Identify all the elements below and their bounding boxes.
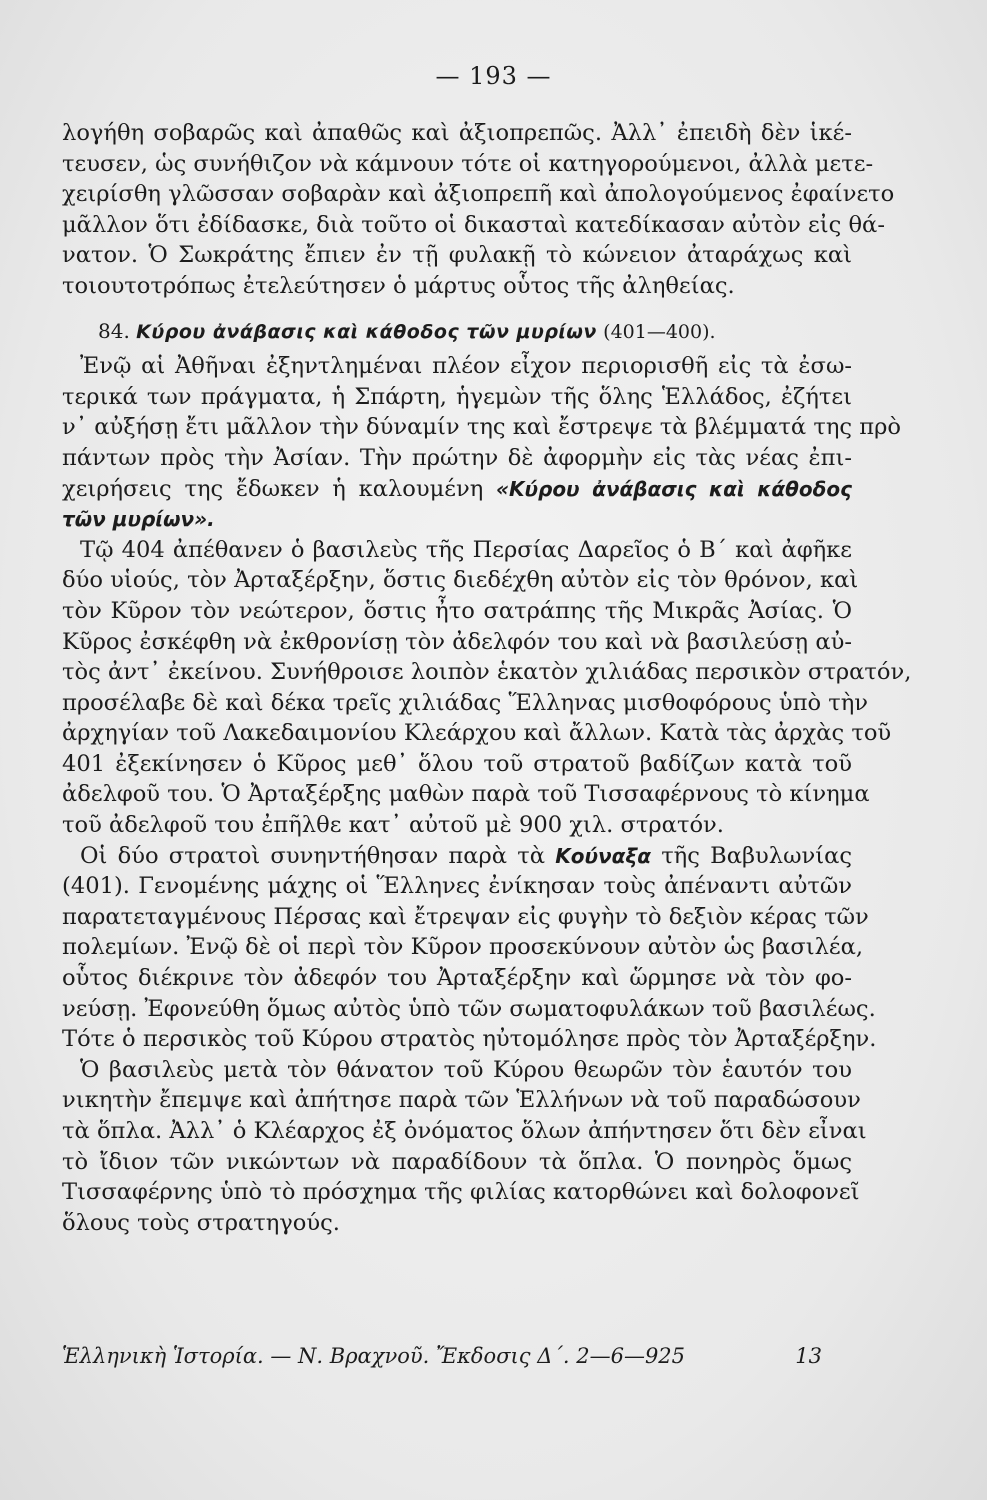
section-title: Κύρου ἀνάβασις καὶ κάθοδος τῶν μυρίων	[136, 320, 597, 343]
text-line: μᾶλλον ὅτι ἐδίδασκε, διὰ τοῦτο οἱ δικασταὶ κατεδίκασαν αὐτὸν εἰς θά-	[62, 211, 885, 238]
text-line: ν᾽ αὐξήσῃ ἔτι μᾶλλον τὴν δύναμίν της καὶ ἔστρεψε τὰ βλέμματά της πρὸ	[62, 414, 901, 441]
text-line: Ὁ βασιλεὺς μετὰ τὸν θάνατον τοῦ Κύρου θεωρῶν τὸν ἑαυτόν του	[80, 1056, 852, 1083]
emphasized-title: τῶν μυρίων».	[62, 507, 215, 532]
paragraph-clearchus	[62, 1055, 867, 1239]
section-years: (401—400).	[603, 320, 716, 343]
paragraph-sparta	[62, 351, 901, 535]
text-line: τὸ ἴδιον τῶν νικώντων νὰ παραδίδουν τὰ ὅπλα. Ὁ πονηρὸς ὅμως	[62, 1148, 852, 1175]
text-segment: χειρήσεις της ἔδωκεν ἡ καλουμένη	[62, 475, 484, 502]
footer-publication: Ἑλληνικὴ Ἱστορία. — Ν. Βραχνοῦ. Ἔκδοσις Δ΄. 2—6—925	[62, 1344, 686, 1368]
page-footer	[62, 1344, 822, 1368]
text-line: νικητὴν ἔπεμψε καὶ ἀπήτησε παρὰ τῶν Ἑλλήνων νὰ τοῦ παραδώσουν	[62, 1087, 861, 1114]
text-line: Τότε ὁ περσικὸς τοῦ Κύρου στρατὸς ηὐτομόλησε πρὸς τὸν Ἀρταξέρξην.	[62, 1026, 877, 1053]
text-line: δύο υἱούς, τὸν Ἀρταξέρξην, ὅστις διεδέχθη αὐτὸν εἰς τὸν θρόνον, καὶ	[62, 567, 859, 594]
text-line: ἀρχηγίαν τοῦ Λακεδαιμονίου Κλεάρχου καὶ ἄλλων. Κατὰ τὰς ἀρχὰς τοῦ	[62, 720, 892, 747]
text-line: παρατεταγμένους Πέρσας καὶ ἔτρεψαν εἰς φυγὴν τὸ δεξιὸν κέρας τῶν	[62, 903, 869, 930]
text-line: Τισσαφέρνης ὑπὸ τὸ πρόσχημα τῆς φιλίας κατορθώνει καὶ δολοφονεῖ	[62, 1179, 860, 1206]
text-line: Τῷ 404 ἀπέθανεν ὁ βασιλεὺς τῆς Περσίας Δαρεῖος ὁ Β΄ καὶ ἀφῆκε	[80, 536, 852, 563]
text-line: πολεμίων. Ἐνῷ δὲ οἱ περὶ τὸν Κῦρον προσεκύνουν αὐτὸν ὡς βασιλέα,	[62, 934, 864, 961]
paragraph-socrates-ending	[62, 118, 895, 302]
emphasized-place: Κούναξα	[555, 843, 651, 868]
text-line: Κῦρος ἐσκέφθη νὰ ἐκθρονίσῃ τὸν ἀδελφόν του καὶ νὰ βασιλεύσῃ αὐ-	[62, 628, 852, 655]
page-body	[62, 118, 912, 1238]
emphasized-title: «Κύρου ἀνάβασις καὶ κάθοδος	[496, 476, 852, 501]
paragraph-cunaxa	[62, 841, 877, 1055]
text-line: τὸν Κῦρον τὸν νεώτερον, ὅστις ἦτο σατράπης τῆς Μικρᾶς Ἀσίας. Ὁ	[62, 597, 852, 624]
text-line: πάντων πρὸς τὴν Ἀσίαν. Τὴν πρώτην δὲ ἀφορμὴν εἰς τὰς νέας ἐπι-	[62, 444, 852, 471]
text-line: χειρίσθη γλῶσσαν σοβαρὰν καὶ ἀξιοπρεπῆ καὶ ἀπολογούμενος ἐφαίνετο	[62, 181, 895, 208]
text-line: 401 ἐξεκίνησεν ὁ Κῦρος μεθ᾽ ὅλου τοῦ στρατοῦ βαδίζων κατὰ τοῦ	[62, 750, 852, 777]
text-line: ἀδελφοῦ του. Ὁ Ἀρταξέρξης μαθὼν παρὰ τοῦ Τισσαφέρνους τὸ κίνημα	[62, 781, 870, 808]
section-heading	[62, 316, 852, 348]
footer-signature: 13	[795, 1344, 822, 1368]
section-number: 84.	[98, 318, 130, 343]
text-line: τὸς ἀντ᾽ ἐκείνου. Συνήθροισε λοιπὸν ἑκατὸν χιλιάδας περσικὸν στρατόν,	[62, 659, 912, 686]
text-line	[62, 504, 852, 535]
text-line: νατον. Ὁ Σωκράτης ἔπιεν ἐν τῇ φυλακῇ τὸ κώνειον ἀταράχως καὶ	[62, 242, 852, 269]
text-line: οὗτος διέκρινε τὸν ἀδεφόν του Ἀρταξέρξην καὶ ὥρμησε νὰ τὸν φο-	[62, 965, 852, 992]
text-line: τὰ ὅπλα. Ἀλλ᾽ ὁ Κλέαρχος ἐξ ὀνόματος ὅλων ἀπήντησεν ὅτι δὲν εἶναι	[62, 1118, 867, 1144]
page-number: — 193 —	[435, 62, 552, 90]
text-line: τοῦ ἀδελφοῦ του ἐπῆλθε κατ᾽ αὐτοῦ μὲ 900 χιλ. στρατόν.	[62, 812, 724, 839]
text-line: νεύσῃ. Ἐφονεύθη ὅμως αὐτὸς ὑπὸ τῶν σωματοφυλάκων τοῦ βασιλέως.	[62, 995, 876, 1022]
text-line	[62, 474, 852, 505]
text-line: τερικά των πράγματα, ἡ Σπάρτη, ἡγεμὼν τῆς ὅλης Ἑλλάδος, ἐζήτει	[62, 383, 852, 410]
text-line: ὅλους τοὺς στρατηγούς.	[62, 1209, 340, 1236]
text-line: τοιουτοτρόπως ἐτελεύτησεν ὁ μάρτυς οὗτος τῆς ἀληθείας.	[62, 272, 735, 299]
text-line: (401). Γενομένης μάχης οἱ Ἕλληνες ἐνίκησαν τοὺς ἀπέναντι αὐτῶν	[62, 873, 852, 900]
text-line: προσέλαβε δὲ καὶ δέκα τρεῖς χιλιάδας Ἕλληνας μισθοφόρους ὑπὸ τὴν	[62, 689, 869, 716]
paragraph-darius	[62, 535, 912, 841]
text-segment: τῆς Βαβυλωνίας	[661, 842, 853, 869]
text-line	[62, 841, 852, 872]
text-segment: Οἱ δύο στρατοὶ συνηντήθησαν παρὰ τὰ	[80, 842, 546, 869]
text-line: λογήθη σοβαρῶς καὶ ἀπαθῶς καὶ ἀξιοπρεπῶς. Ἀλλ᾽ ἐπειδὴ δὲν ἱκέ-	[62, 120, 852, 146]
text-line: Ἐνῷ αἱ Ἀθῆναι ἐξηντλημέναι πλέον εἶχον περιορισθῆ εἰς τὰ ἐσω-	[80, 353, 852, 380]
text-line: τευσεν, ὡς συνήθιζον νὰ κάμνουν τότε οἱ κατηγορούμενοι, ἀλλὰ μετε-	[62, 150, 874, 177]
